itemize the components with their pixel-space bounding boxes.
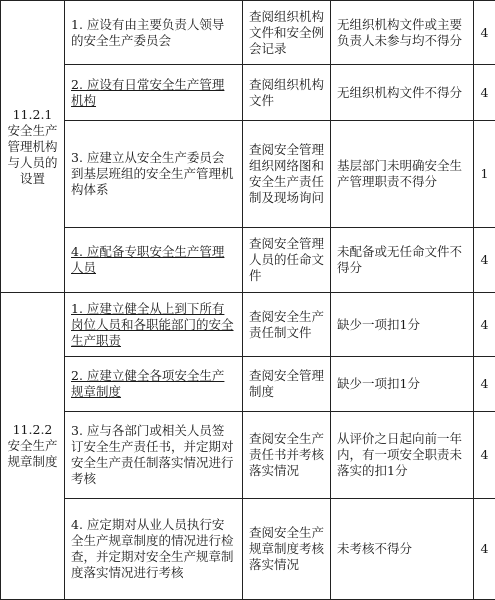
section-code: 11.2.2 — [4, 422, 61, 438]
requirement-cell: 3. 应建立从安全生产委员会到基层班组的安全生产管理机构体系 — [65, 121, 243, 228]
criteria-cell: 未配备或无任命文件不得分 — [331, 228, 474, 293]
requirement-cell: 3. 应与各部门或相关人员签订安全生产责任书，并定期对安全生产责任制落实情况进行考核 — [65, 412, 243, 499]
method-cell: 查阅安全管理人员的任命文件 — [243, 228, 331, 293]
table-row — [1, 65, 495, 121]
requirement-cell: 4. 应定期对从业人员执行安全生产规章制度的情况进行检查，并定期对安全生产规章制度落实情况进行考核 — [65, 499, 243, 600]
section-cell-1 — [1, 1, 65, 293]
section-cell-2 — [1, 293, 65, 600]
method-cell: 查阅组织机构文件 — [243, 65, 331, 121]
table-row — [1, 357, 495, 412]
requirement-cell: 1. 应建立健全从上到下所有岗位人员和各职能部门的安全生产职责 — [65, 293, 243, 357]
criteria-cell: 缺少一项扣1分 — [331, 293, 474, 357]
criteria-cell: 缺少一项扣1分 — [331, 357, 474, 412]
table-row — [1, 228, 495, 293]
score-cell: 4 — [474, 357, 495, 412]
requirement-cell: 2. 应设有日常安全生产管理机构 — [65, 65, 243, 121]
score-cell: 1 — [474, 121, 495, 228]
score-cell: 4 — [474, 65, 495, 121]
method-cell: 查阅组织机构文件和安全例会记录 — [243, 1, 331, 65]
table-row — [1, 499, 495, 600]
table-row — [1, 1, 495, 65]
requirement-cell: 2. 应建立健全各项安全生产规章制度 — [65, 357, 243, 412]
criteria-cell: 无组织机构文件或主要负责人未参与均不得分 — [331, 1, 474, 65]
table-row — [1, 293, 495, 357]
score-cell: 4 — [474, 1, 495, 65]
method-cell: 查阅安全管理制度 — [243, 357, 331, 412]
criteria-cell: 基层部门未明确安全生产管理职责不得分 — [331, 121, 474, 228]
requirement-cell: 4. 应配备专职安全生产管理人员 — [65, 228, 243, 293]
section-title: 安全生产规章制度 — [4, 438, 61, 470]
section-code: 11.2.1 — [4, 107, 61, 123]
method-cell: 查阅安全生产责任制文件 — [243, 293, 331, 357]
criteria-cell: 从评价之日起向前一年内，有一项安全职责未落实的扣1分 — [331, 412, 474, 499]
table-row — [1, 412, 495, 499]
score-cell: 4 — [474, 228, 495, 293]
method-cell: 查阅安全管理组织网络图和安全生产责任制及现场询问 — [243, 121, 331, 228]
score-cell: 4 — [474, 293, 495, 357]
method-cell: 查阅安全生产责任书并考核落实情况 — [243, 412, 331, 499]
section-title: 安全生产管理机构与人员的设置 — [4, 123, 61, 187]
criteria-cell: 无组织机构文件不得分 — [331, 65, 474, 121]
requirement-cell: 1. 应设有由主要负责人领导的安全生产委员会 — [65, 1, 243, 65]
score-cell: 4 — [474, 499, 495, 600]
method-cell: 查阅安全生产规章制度考核落实情况 — [243, 499, 331, 600]
score-cell: 4 — [474, 412, 495, 499]
criteria-cell: 未考核不得分 — [331, 499, 474, 600]
table-row — [1, 121, 495, 228]
